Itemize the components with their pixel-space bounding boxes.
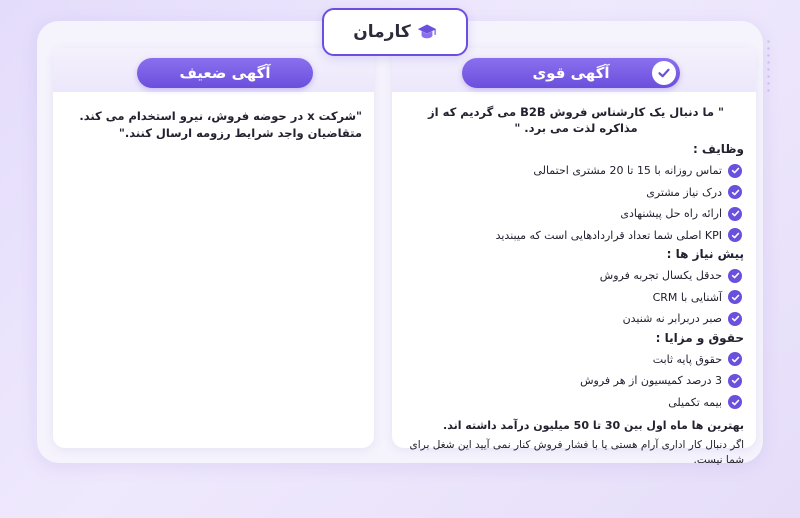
strong-ad-title-pill: [462, 58, 680, 88]
requirements-list: [408, 265, 744, 330]
list-item-text: حدقل یکسال تجربه فروش: [599, 269, 722, 282]
list-item-text: درک نیاز مشتری: [646, 185, 722, 199]
brand-logo: [322, 8, 468, 56]
list-item: [408, 392, 744, 414]
strong-ad-panel: [392, 48, 756, 466]
list-item: [408, 349, 744, 371]
list-item-text: آشنایی با CRM: [652, 290, 722, 304]
list-item-text: صبر دربرابر نه شنیدن: [622, 312, 722, 325]
check-circle-icon: [728, 395, 742, 409]
list-item: [408, 287, 744, 309]
list-item: [408, 308, 744, 330]
check-circle-icon: [728, 228, 742, 242]
check-circle-icon: [728, 374, 742, 388]
strong-ad-title: آگهی قوی: [532, 64, 610, 82]
benefits-list: [408, 349, 744, 414]
weak-ad-title: آگهی ضعیف: [179, 64, 271, 82]
benefits-title: حقوق و مزایا :: [655, 330, 744, 345]
list-item: [408, 203, 744, 225]
list-item: [408, 160, 744, 182]
check-circle-icon: [728, 290, 742, 304]
strong-ad-footer-bold: بهترین ها ماه اول بین 30 تا 50 میلیون درآمد داشته اند.: [443, 419, 744, 432]
brand-name: کارمان: [353, 22, 411, 42]
weak-ad-title-pill: [137, 58, 313, 88]
list-item-text: ارائه راه حل پیشنهادی: [620, 207, 722, 220]
check-circle-icon: [728, 269, 742, 283]
duties-title: وظایف :: [692, 142, 744, 156]
check-badge-icon: [652, 61, 676, 85]
list-item-text: حقوق پایه ثابت: [652, 352, 722, 366]
strong-ad-intro: " ما دنبال یک کارشناس فروش B2B می گردیم که از مذاکره لذت می برد. ": [428, 105, 724, 135]
check-circle-icon: [728, 352, 742, 366]
list-item: [408, 182, 744, 204]
list-item: [408, 370, 744, 392]
list-item: [408, 265, 744, 287]
duties-list: [408, 160, 744, 246]
graduation-cap-icon: [417, 22, 437, 42]
weak-ad-text: "شرکت x در حوضه فروش، نیرو استخدام می کند. متقاضیان واجد شرایط رزومه ارسال کنند.": [79, 109, 362, 140]
check-circle-icon: [728, 164, 742, 178]
list-item-text: تماس روزانه با 15 تا 20 مشتری احتمالی: [533, 164, 722, 177]
check-circle-icon: [728, 312, 742, 326]
weak-ad-header: [53, 48, 374, 92]
list-item-text: KPI اصلی شما تعداد قراردادهایی است که میبندید: [495, 228, 722, 242]
strong-ad-content: [408, 104, 744, 468]
check-circle-icon: [728, 207, 742, 221]
requirements-title: پیش نیاز ها :: [666, 247, 744, 261]
list-item: [408, 225, 744, 247]
weak-ad-panel: [53, 48, 374, 448]
check-circle-icon: [728, 185, 742, 199]
list-item-text: 3 درصد کمیسیون از هر فروش: [580, 374, 722, 387]
strong-ad-footer-note: اگر دنبال کار اداری آرام هستی یا با فشار فروش کنار نمی آیید این شغل برای شما نیست.: [409, 439, 744, 466]
list-item-text: بیمه تکمیلی: [668, 395, 722, 409]
